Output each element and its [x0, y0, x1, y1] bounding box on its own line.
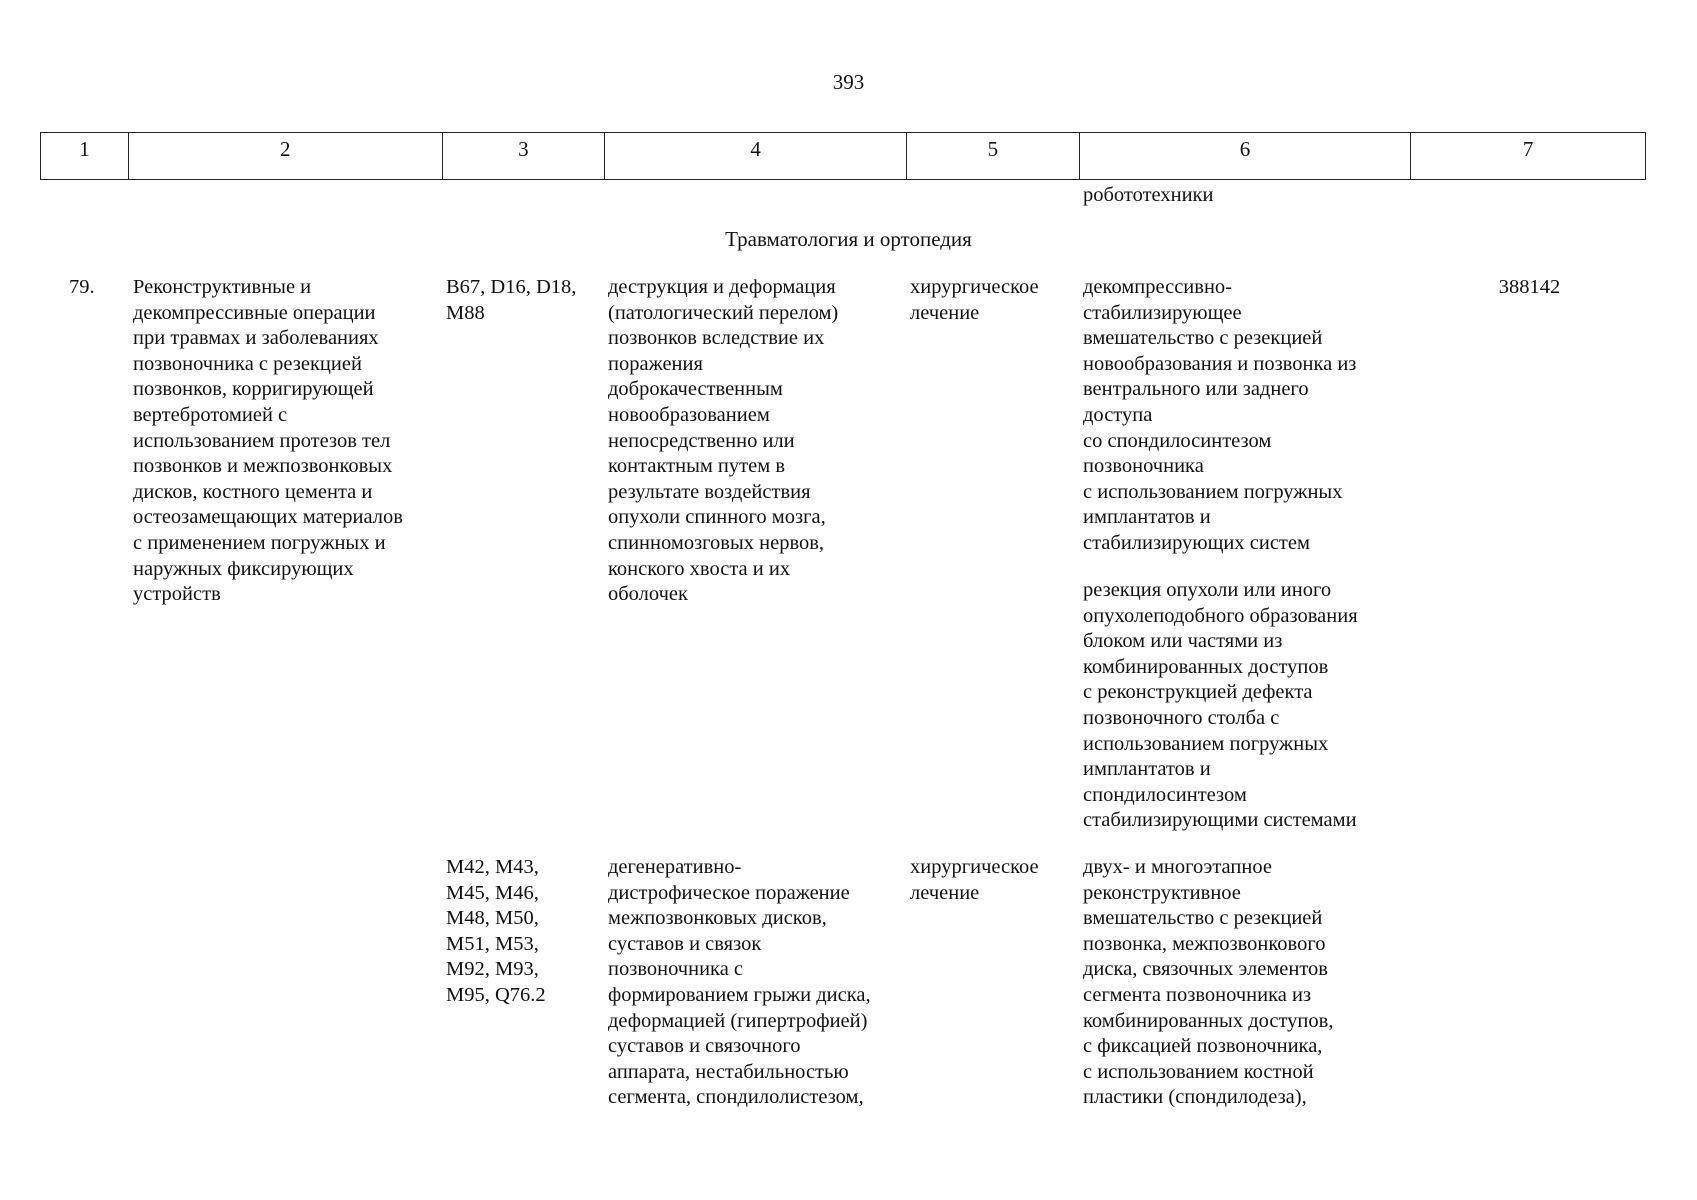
entry-price: 388142 [1498, 276, 1561, 298]
entry-name: Реконструктивные и декомпрессивные операции при травмах и заболеваниях позвоночника с резекцией позвонков, корригирующей вертебротомией с использованием протезов тел позвонков и межпозвонковых дисков, костного цемента и остеозамещающих материалов с применением погружных и наружных фиксирующих устройств [133, 276, 403, 606]
row1-treatment-type: хирургическое лечение [910, 276, 1039, 324]
header-cell-4: 4 [605, 133, 907, 179]
header-cell-2: 2 [129, 133, 443, 179]
page-number: 393 [832, 70, 865, 94]
entry-number: 79. [69, 276, 95, 298]
row2-method-1: двух- и многоэтапное реконструктивное вмешательство с резекцией позвонка, межпозвонкового диска, связочных элементов сегмента позвоночника из комбинированных доступов, с фиксацией позвоночника, с использованием костной пластики (спондилодеза), [1083, 856, 1334, 1109]
header-cell-6: 6 [1080, 133, 1412, 179]
section-title: Травматология и ортопедия [725, 227, 972, 251]
continuation-text: робототехники [1083, 184, 1214, 206]
row2-condition: дегенеративно- дистрофическое поражение межпозвонковых дисков, суставов и связок позвоночника с формированием грыжи диска, деформацией (гипертрофией) суставов и связочного аппарата, нестабильностью сегмента, спондилолистезом, [608, 856, 871, 1109]
row2-codes: M42, M43, M45, M46, M48, M50, M51, M53, M92, M93, M95, Q76.2 [446, 856, 546, 1006]
header-cell-3: 3 [443, 133, 606, 179]
row1-codes: B67, D16, D18, M88 [446, 276, 577, 324]
header-cell-5: 5 [907, 133, 1080, 179]
row1-method-2: резекция опухоли или иного опухолеподобного образования блоком или частями из комбинированных доступов с реконструкцией дефекта позвоночного столба с использованием погружных имплантатов и спондилосинтезом стабилизирующими системами [1083, 579, 1358, 832]
column-number-header [40, 132, 1646, 180]
row1-method-1: декомпрессивно- стабилизирующее вмешательство с резекцией новообразования и позвонка из вентрального или заднего доступа со спондилосинтезом позвоночника с использованием погружных имплантатов и стабилизирующих систем [1083, 276, 1357, 554]
header-cell-1: 1 [41, 133, 129, 179]
row2-treatment-type: хирургическое лечение [910, 856, 1039, 904]
header-cell-7: 7 [1522, 137, 1534, 161]
row1-condition: деструкция и деформация (патологический перелом) позвонков вследствие их поражения доброкачественным новообразованием непосредственно или контактным путем в результате воздействия опухоли спинного мозга, спинномозговых нервов, конского хвоста и их оболочек [608, 276, 839, 606]
